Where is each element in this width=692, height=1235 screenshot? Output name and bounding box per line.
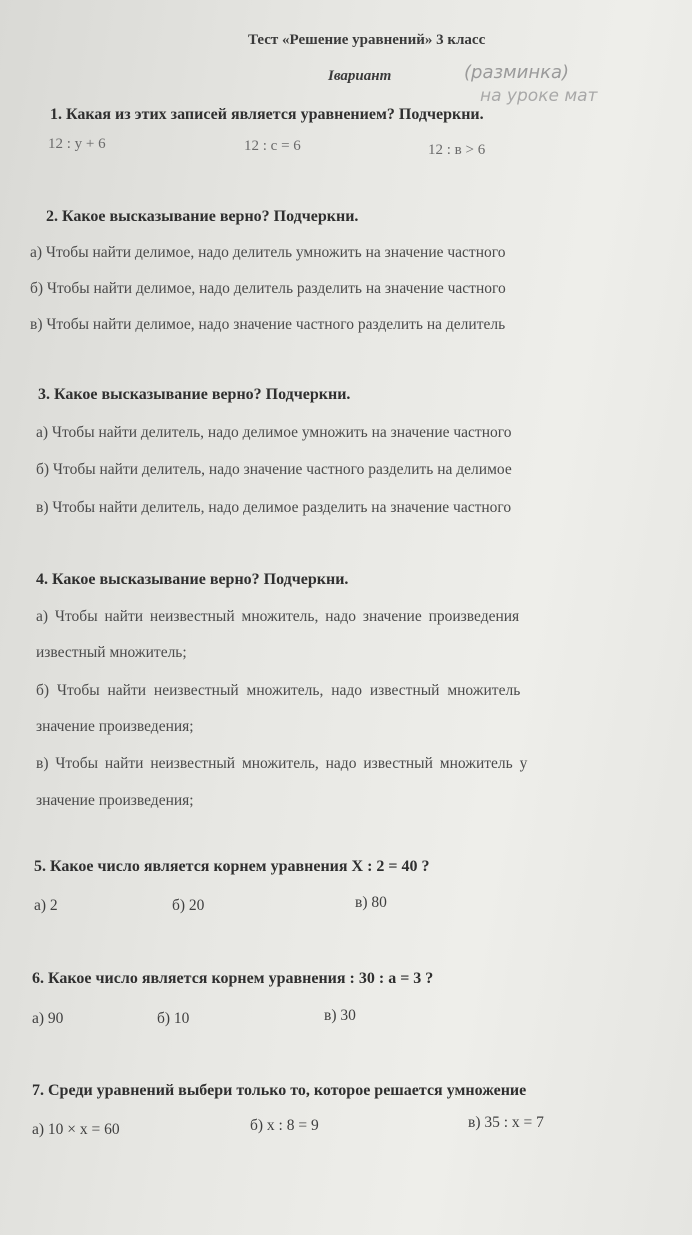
handwritten-note-line2: на уроке мат (480, 86, 598, 106)
q3-option-a[interactable]: а) Чтобы найти делитель, надо делимое умножить на значение частного (36, 424, 512, 441)
variant-label: Iвариант (328, 68, 392, 84)
q4-option-b-line1[interactable]: б) Чтобы найти неизвестный множитель, надо известный множитель (36, 682, 521, 699)
q3-option-c[interactable]: в) Чтобы найти делитель, надо делимое разделить на значение частного (36, 499, 512, 516)
q4-option-c-line2: значение произведения; (36, 792, 194, 809)
q6-option-b[interactable]: б) 10 (157, 1010, 190, 1027)
q4-option-a-line1[interactable]: а) Чтобы найти неизвестный множитель, надо значение произведения (36, 608, 520, 625)
q7-option-a[interactable]: а) 10 × х = 60 (32, 1121, 120, 1138)
test-title: Тест «Решение уравнений» 3 класс (248, 32, 486, 48)
q2-option-b[interactable]: б) Чтобы найти делимое, надо делитель разделить на значение частного (30, 280, 506, 297)
question-6: 6. Какое число является корнем уравнения : 30 : а = 3 ? (32, 970, 434, 987)
q5-option-c[interactable]: в) 80 (355, 894, 387, 911)
handwritten-note-line1: (разминка) (464, 62, 570, 83)
q1-option-b[interactable]: 12 : с = 6 (244, 138, 301, 154)
q6-option-c[interactable]: в) 30 (324, 1007, 356, 1024)
q7-option-b[interactable]: б) х : 8 = 9 (250, 1117, 319, 1134)
question-5: 5. Какое число является корнем уравнения X : 2 = 40 ? (34, 858, 430, 875)
question-3: 3. Какое высказывание верно? Подчеркни. (38, 386, 351, 403)
q6-option-a[interactable]: а) 90 (32, 1010, 64, 1027)
question-4: 4. Какое высказывание верно? Подчеркни. (36, 571, 349, 588)
q5-option-a[interactable]: а) 2 (34, 897, 58, 914)
q2-option-c[interactable]: в) Чтобы найти делимое, надо значение частного разделить на делитель (30, 316, 506, 333)
q3-option-b[interactable]: б) Чтобы найти делитель, надо значение частного разделить на делимое (36, 461, 512, 478)
q1-option-c[interactable]: 12 : в > 6 (428, 142, 486, 158)
question-7: 7. Среди уравнений выбери только то, которое решается умножение (32, 1082, 527, 1099)
q1-option-a[interactable]: 12 : у + 6 (48, 136, 106, 152)
q4-option-b-line2: значение произведения; (36, 718, 194, 735)
q5-option-b[interactable]: б) 20 (172, 897, 205, 914)
question-2: 2. Какое высказывание верно? Подчеркни. (46, 208, 359, 225)
q7-option-c[interactable]: в) 35 : х = 7 (468, 1114, 544, 1131)
question-1: 1. Какая из этих записей является уравнением? Подчеркни. (50, 106, 484, 123)
q4-option-c-line1[interactable]: в) Чтобы найти неизвестный множитель, надо известный множитель у (36, 755, 528, 772)
q4-option-a-line2: известный множитель; (36, 644, 187, 661)
handwritten-note (462, 58, 692, 108)
q2-option-a[interactable]: а) Чтобы найти делимое, надо делитель умножить на значение частного (30, 244, 506, 261)
